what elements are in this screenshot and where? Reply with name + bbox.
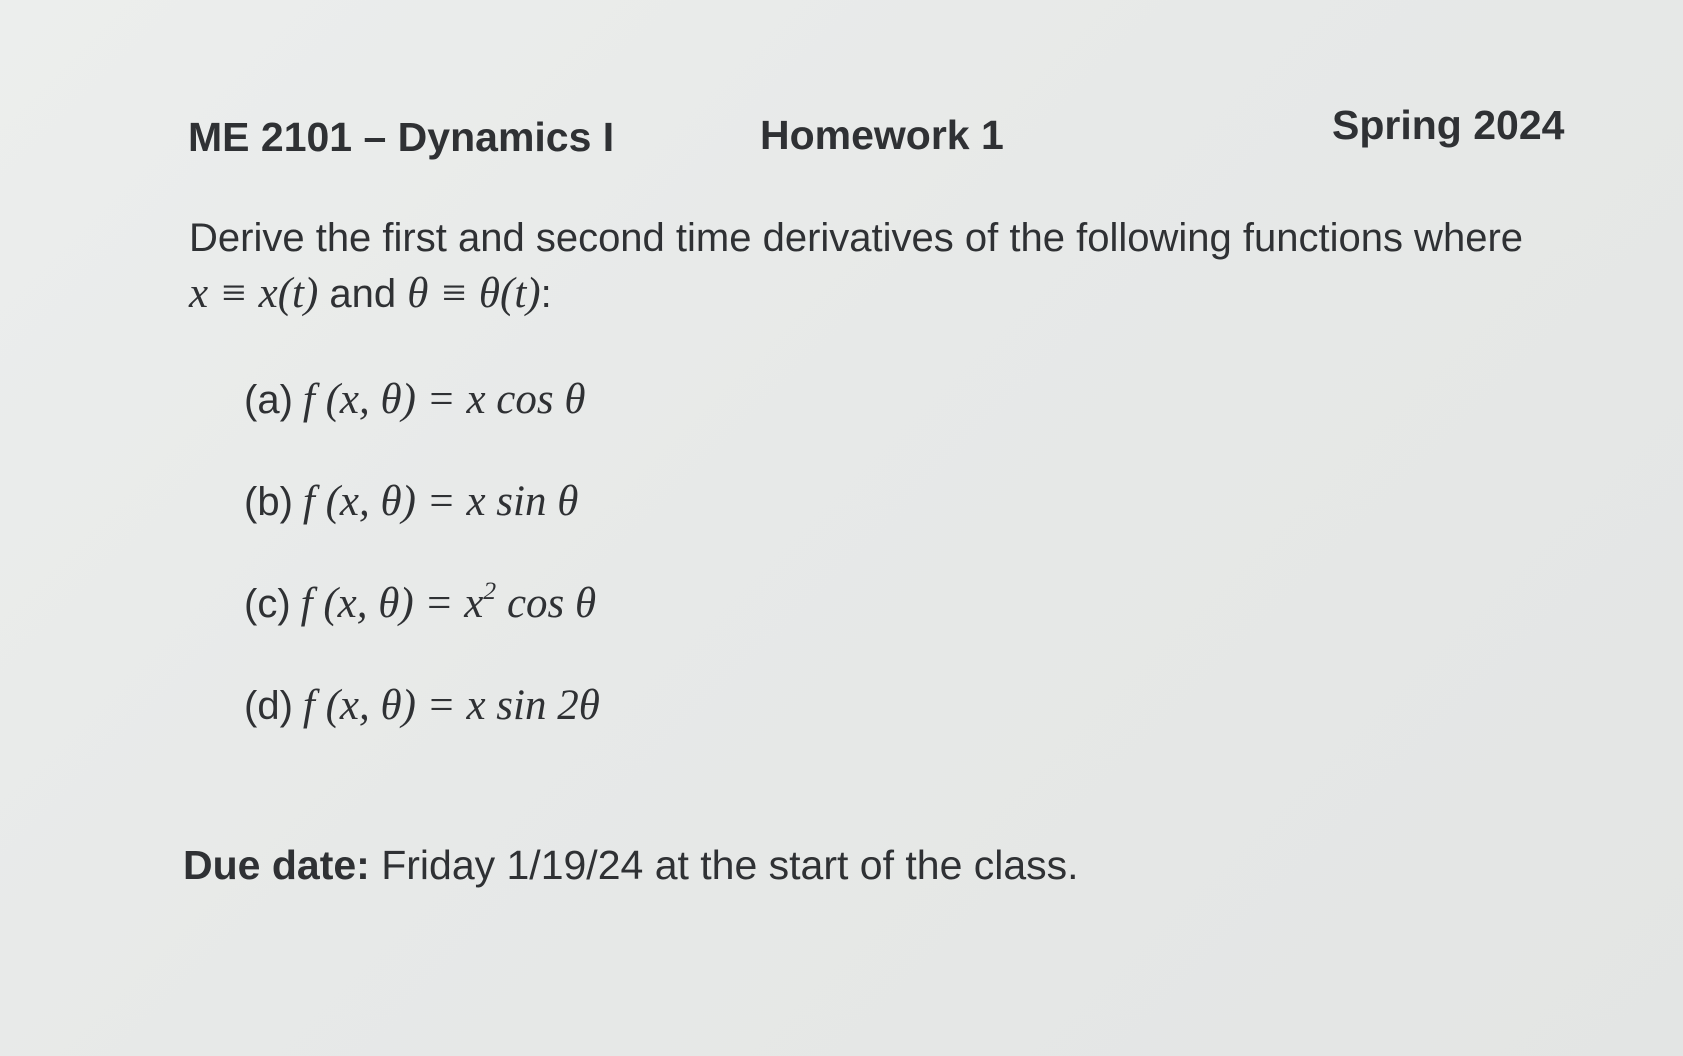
problem-expression: f (x, θ) = x sin θ [302, 478, 579, 525]
x-definition: x ≡ x(t) [189, 270, 319, 317]
problem-label: (d) [244, 684, 293, 728]
instructions [189, 210, 1523, 322]
instructions-line-1: Derive the first and second time derivatives of the following functions where [189, 216, 1524, 260]
expression-suffix: cos θ [496, 580, 597, 627]
problem-b [244, 477, 600, 579]
due-date-text: Friday 1/19/24 at the start of the class. [369, 842, 1079, 888]
problem-label: (c) [244, 582, 291, 626]
problem-c [244, 575, 600, 681]
problem-expression: f (x, θ) = x cos θ [302, 376, 586, 423]
expression-prefix: f (x, θ) = x [300, 580, 484, 627]
and-text: and [318, 272, 408, 316]
due-date [183, 842, 1079, 889]
problem-d [244, 681, 600, 783]
term-label: Spring 2024 [1332, 102, 1565, 148]
colon-text: : [540, 272, 552, 316]
problem-expression: f (x, θ) = x sin 2θ [302, 682, 600, 729]
problem-a [244, 375, 600, 477]
problem-label: (a) [244, 378, 293, 422]
problem-list [244, 375, 600, 783]
course-title: ME 2101 – Dynamics I [188, 114, 615, 160]
problem-label: (b) [244, 480, 293, 524]
due-date-label: Due date: [183, 842, 370, 888]
problem-expression [300, 575, 597, 628]
exponent: 2 [483, 575, 497, 605]
instructions-line-2 [189, 266, 1523, 322]
theta-definition: θ ≡ θ(t) [407, 270, 541, 317]
assignment-title: Homework 1 [760, 112, 1004, 158]
